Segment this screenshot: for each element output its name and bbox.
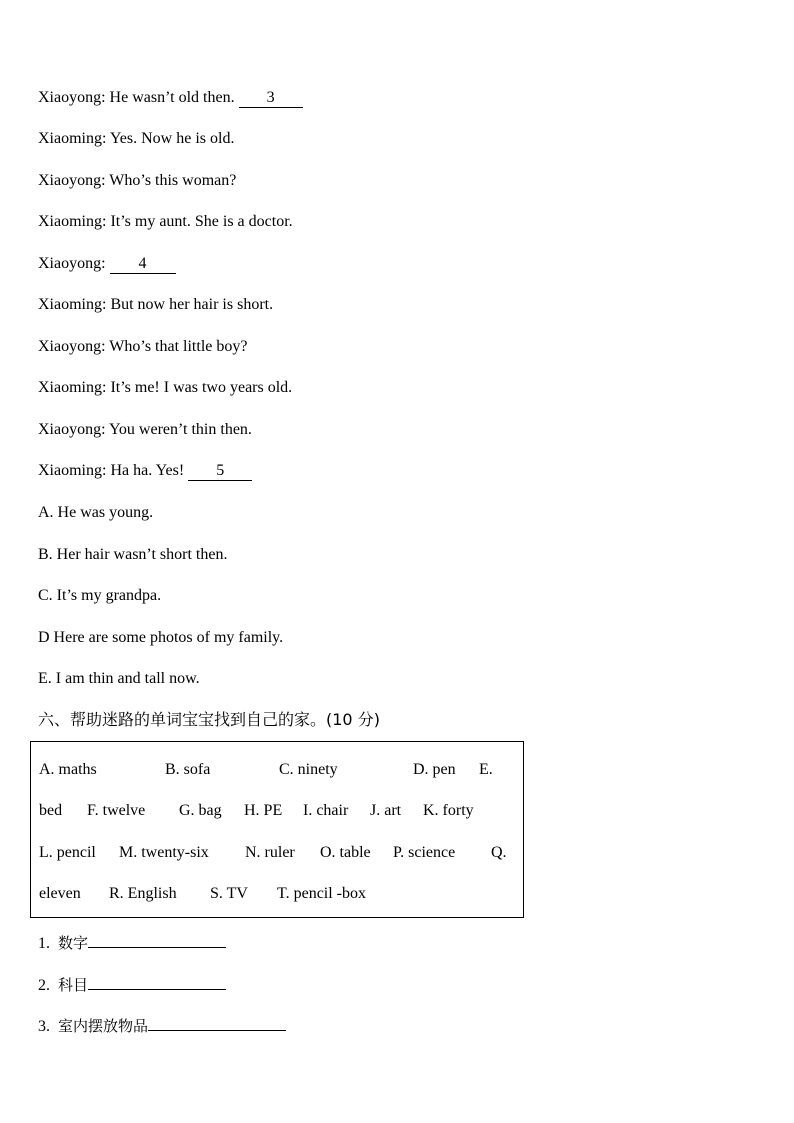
word-item: J. art — [370, 802, 402, 819]
word-item: B. sofa — [165, 761, 211, 778]
speaker: Xiaoyong: — [38, 255, 106, 272]
dialogue-line — [38, 420, 252, 440]
dialogue-line — [38, 88, 303, 108]
question-number: 2. — [38, 977, 50, 994]
blank-number: 5 — [216, 462, 225, 479]
dialogue-line — [38, 461, 252, 481]
word-item: I. chair — [303, 802, 349, 819]
word-row — [39, 759, 515, 781]
question-label: 数字 — [58, 934, 89, 952]
section-heading: 六、帮助迷路的单词宝宝找到自己的家。(10 分) — [38, 710, 380, 729]
word-item: E. — [479, 761, 493, 778]
word-item: G. bag — [179, 802, 222, 819]
dialogue-text: He wasn’t old then. — [109, 89, 235, 106]
word-item: F. twelve — [87, 802, 146, 819]
dialogue-line — [38, 129, 234, 149]
speaker: Xiaoyong: — [38, 89, 106, 106]
speaker: Xiaoming: — [38, 130, 107, 147]
speaker: Xiaoyong: — [38, 172, 106, 189]
speaker: Xiaoyong: — [38, 338, 106, 355]
word-item: P. science — [393, 844, 456, 861]
option-d: D Here are some photos of my family. — [38, 629, 284, 646]
word-item: bed — [39, 802, 63, 819]
speaker: Xiaoming: — [38, 213, 107, 230]
word-row — [39, 800, 515, 822]
question-1 — [38, 931, 226, 954]
word-item: M. twenty-six — [119, 844, 209, 861]
dialogue-line — [38, 212, 293, 232]
answer-blank[interactable] — [110, 255, 176, 274]
dialogue-text: You weren’t thin then. — [108, 421, 252, 438]
answer-blank[interactable] — [188, 462, 252, 481]
speaker: Xiaoyong: — [38, 421, 106, 438]
dialogue-text: Who’s this woman? — [109, 172, 237, 189]
word-item: K. forty — [423, 802, 474, 819]
answer-line[interactable] — [148, 1014, 286, 1031]
dialogue-text: It’s me! I was two years old. — [110, 379, 293, 396]
dialogue-text: Ha ha. Yes! — [110, 462, 185, 479]
question-label: 室内摆放物品 — [58, 1017, 149, 1035]
dialogue-text: Yes. Now he is old. — [109, 130, 235, 147]
question-3 — [38, 1014, 286, 1037]
answer-line[interactable] — [88, 931, 226, 948]
word-item: Q. — [491, 844, 507, 861]
word-box — [30, 741, 524, 918]
word-item: H. PE — [244, 802, 283, 819]
speaker: Xiaoming: — [38, 379, 107, 396]
dialogue-line — [38, 254, 176, 274]
word-item: S. TV — [210, 885, 248, 902]
word-item: T. pencil -box — [277, 885, 367, 902]
word-item: A. maths — [39, 761, 97, 778]
question-number: 1. — [38, 935, 50, 952]
speaker: Xiaoming: — [38, 296, 107, 313]
dialogue-text: It’s my aunt. She is a doctor. — [110, 213, 293, 230]
option-c: C. It’s my grandpa. — [38, 587, 162, 604]
dialogue-line — [38, 337, 247, 357]
question-2 — [38, 973, 226, 996]
dialogue-text: But now her hair is short. — [110, 296, 274, 313]
word-item: D. pen — [413, 761, 456, 778]
option-a: A. He was young. — [38, 504, 154, 521]
question-number: 3. — [38, 1018, 50, 1035]
dialogue-line — [38, 378, 292, 398]
word-row — [39, 842, 515, 864]
blank-number: 3 — [266, 89, 275, 106]
word-item: C. ninety — [279, 761, 338, 778]
word-item: L. pencil — [39, 844, 96, 861]
speaker: Xiaoming: — [38, 462, 107, 479]
question-label: 科目 — [58, 976, 89, 994]
option-e: E. I am thin and tall now. — [38, 670, 200, 687]
option-b: B. Her hair wasn’t short then. — [38, 546, 228, 563]
word-item: N. ruler — [245, 844, 295, 861]
blank-number: 4 — [138, 255, 147, 272]
dialogue-line — [38, 171, 236, 191]
answer-blank[interactable] — [239, 89, 303, 108]
answer-line[interactable] — [88, 973, 226, 990]
dialogue-text: Who’s that little boy? — [109, 338, 248, 355]
word-row — [39, 883, 515, 905]
word-item: eleven — [39, 885, 81, 902]
dialogue-line — [38, 295, 273, 315]
word-item: R. English — [109, 885, 177, 902]
word-item: O. table — [320, 844, 371, 861]
